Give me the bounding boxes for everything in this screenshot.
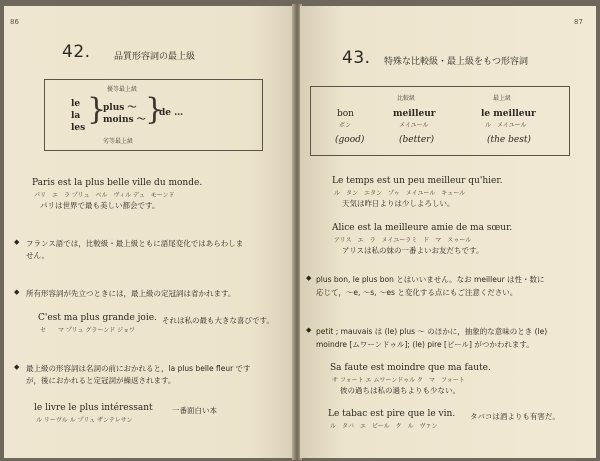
box-bottom-label: 劣等最上級 [103, 138, 134, 145]
bullet-icon: ◆ [306, 274, 312, 282]
bullet-icon: ◆ [14, 363, 20, 371]
page-number-left: 86 [10, 18, 19, 26]
brace-left: } [87, 92, 107, 127]
page-number-right: 87 [574, 18, 583, 26]
section-title-42: 品質形容詞の最上級 [114, 52, 196, 62]
example-2-french: Alice est la meilleure amie de ma sœur. [332, 223, 513, 233]
example-2-french: C'est ma plus grande joie. [38, 313, 157, 323]
section-title-43: 特殊な比較級・最上級をもつ形容詞 [384, 57, 529, 67]
cell-meilleur: meilleur [393, 109, 436, 119]
cell-le-meilleur: le meilleur [481, 109, 536, 119]
example-1-japanese: 天気は昨日よりは少しよろしい。 [342, 199, 455, 208]
cell-the-best: (the best) [487, 135, 531, 145]
note-2-line-2: moindre [ムワーンドゥル]; (le) pire [ピール] がつかわれます。 [316, 340, 534, 349]
note-1-line-2: 応じて，～e, ～s, ～es と変化する点にもご注意ください。 [316, 288, 518, 297]
comparison-table-box [310, 86, 570, 156]
box-de: de … [159, 108, 184, 118]
section-number-42: 42. [62, 42, 91, 62]
example-1-kana: ル タン エタン プゥ メイユール キェール [334, 190, 466, 197]
bullet-icon: ◆ [14, 238, 20, 246]
example-4-japanese: タバコは酒よりも有害だ。 [470, 412, 560, 421]
example-3-kana: サ フォート エ ムワーンドゥル ク マ フォート [332, 377, 465, 384]
cell-bon: bon [337, 109, 354, 119]
example-1-japanese: パリは世界で最も美しい都会です。 [40, 201, 160, 210]
note-1-line-2: せん。 [26, 251, 49, 260]
cell-better: (better) [399, 135, 434, 145]
note-1-line-1: plus bon, le plus bon とはいいません。なお meilleur は性・数に [316, 275, 545, 284]
right-page [300, 6, 596, 458]
header-superlative: 最上級 [493, 95, 512, 102]
bullet-icon: ◆ [306, 326, 312, 334]
example-4-french: Le tabac est pire que le vin. [328, 409, 456, 419]
example-2-japanese: アリスは私の妹の一番よいお友だちです。 [342, 246, 484, 255]
note-2-line-1: petit ; mauvais は (le) plus ～ のほかに，抽象的な意味のとき (le) [316, 327, 548, 336]
example-2-kana: セ マ プリュ グラーンド ジョワ [40, 327, 136, 334]
box-articles: le la les [71, 99, 86, 133]
section-number-43: 43. [342, 48, 371, 68]
example-3-french: Sa faute est moindre que ma faute. [330, 363, 491, 373]
note-3-line-1: 最上級の形容詞は名詞の前におかれると，la plus belle fleur です [26, 364, 251, 373]
note-2: 所有形容詞が先立つときには，最上級の定冠詞は省かれます。 [26, 289, 236, 298]
box-plus-moins: plus ～ moins ～ [103, 103, 146, 125]
example-1-french: Paris est la plus belle ville du monde. [32, 178, 203, 188]
kana-meilleur: メイユール [399, 122, 429, 129]
example-2-japanese: それは私の最も大きな喜びです。 [162, 316, 274, 325]
note-3-line-2: が，後におかれると定冠詞が繰返されます。 [26, 376, 176, 385]
bullet-icon: ◆ [14, 288, 20, 296]
example-3-kana: ル リーヴル ル プリュ ザンテレサン [36, 417, 133, 424]
kana-le-meilleur: ル メイユール [485, 122, 527, 129]
example-1-kana: パリ エ ラ プリュ ベル ヴィル デュ モーンド [34, 192, 175, 199]
superlative-box [44, 79, 263, 151]
kana-bon: ボン [339, 122, 352, 129]
example-3-japanese: 一番面白い本 [172, 406, 217, 415]
cell-good: (good) [335, 135, 365, 145]
left-page [4, 6, 294, 458]
box-top-label: 優等最上級 [107, 86, 138, 93]
example-2-kana: アリス エ ラ メイユーラミ ド マ スゥール [334, 237, 472, 244]
header-comparative: 比較級 [397, 95, 416, 102]
brace-right: } [145, 92, 165, 127]
example-4-kana: ル タバ エ ピール ク ル ヴァン [330, 423, 438, 430]
example-3-french: le livre le plus intéressant [34, 403, 153, 413]
example-3-japanese: 彼の過ちは私の過ちよりも少ない。 [340, 386, 460, 395]
example-1-french: Le temps est un peu meilleur qu'hier. [332, 176, 503, 186]
note-1-line-1: フランス語では，比較級・最上級ともに語尾変化ではあらわしま [26, 239, 244, 248]
